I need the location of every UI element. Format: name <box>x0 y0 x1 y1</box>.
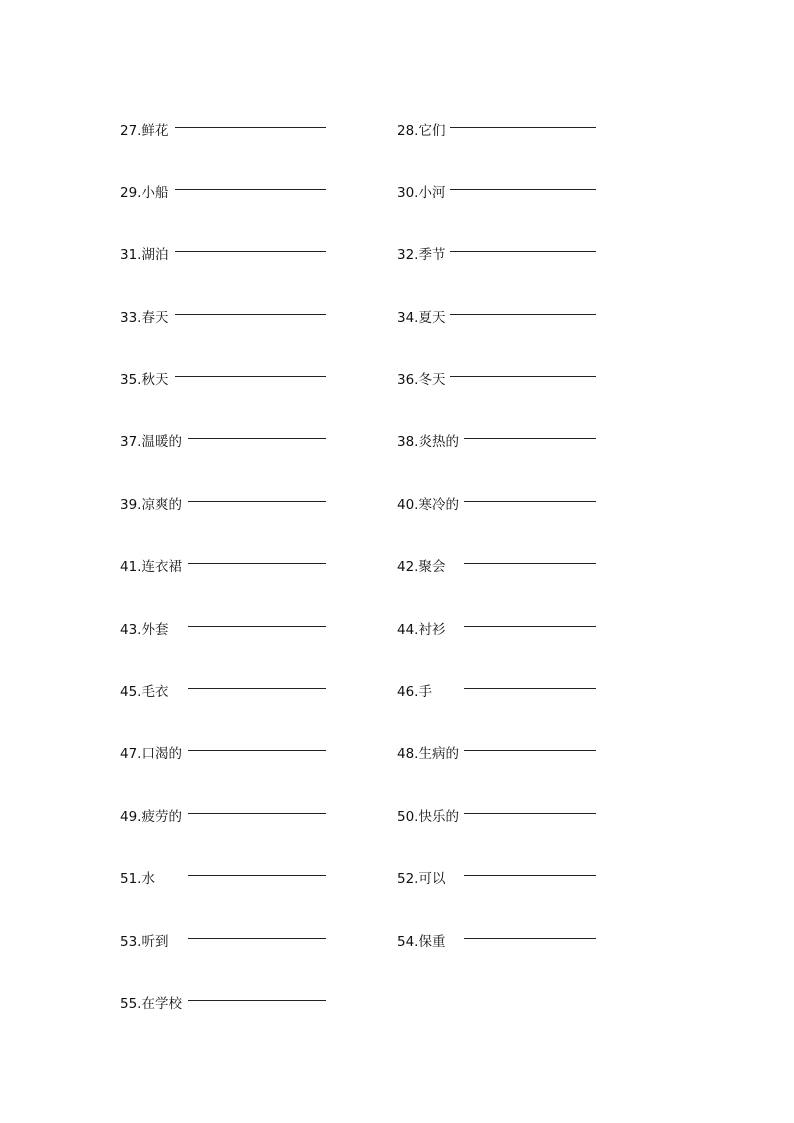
vocab-label: 30.小河 <box>397 185 446 201</box>
worksheet-row <box>0 120 794 144</box>
vocab-label: 28.它们 <box>397 123 446 139</box>
answer-blank[interactable] <box>188 688 326 689</box>
worksheet-row <box>0 369 794 393</box>
worksheet-row <box>0 307 794 331</box>
answer-blank[interactable] <box>464 813 596 814</box>
worksheet-row <box>0 806 794 830</box>
worksheet-row <box>0 244 794 268</box>
answer-blank[interactable] <box>450 251 596 252</box>
vocab-label: 46.手 <box>397 684 432 700</box>
answer-blank[interactable] <box>188 938 326 939</box>
vocab-label: 41.连衣裙 <box>120 559 182 575</box>
vocab-label: 45.毛衣 <box>120 684 169 700</box>
answer-blank[interactable] <box>464 938 596 939</box>
vocab-label: 54.保重 <box>397 934 446 950</box>
worksheet-row <box>0 494 794 518</box>
worksheet-row <box>0 619 794 643</box>
worksheet-row <box>0 431 794 455</box>
vocab-label: 43.外套 <box>120 622 169 638</box>
answer-blank[interactable] <box>464 501 596 502</box>
answer-blank[interactable] <box>464 626 596 627</box>
vocab-label: 36.冬天 <box>397 372 446 388</box>
answer-blank[interactable] <box>188 501 326 502</box>
answer-blank[interactable] <box>450 314 596 315</box>
answer-blank[interactable] <box>188 626 326 627</box>
vocab-label: 53.听到 <box>120 934 169 950</box>
answer-blank[interactable] <box>464 688 596 689</box>
vocab-label: 50.快乐的 <box>397 809 459 825</box>
answer-blank[interactable] <box>188 438 326 439</box>
vocab-label: 37.温暖的 <box>120 434 182 450</box>
answer-blank[interactable] <box>188 563 326 564</box>
answer-blank[interactable] <box>464 750 596 751</box>
vocab-label: 47.口渴的 <box>120 746 182 762</box>
vocab-label: 34.夏天 <box>397 310 446 326</box>
answer-blank[interactable] <box>450 189 596 190</box>
answer-blank[interactable] <box>175 251 326 252</box>
worksheet-row <box>0 743 794 767</box>
answer-blank[interactable] <box>464 438 596 439</box>
vocab-label: 40.寒冷的 <box>397 497 459 513</box>
vocab-label: 33.春天 <box>120 310 169 326</box>
answer-blank[interactable] <box>188 1000 326 1001</box>
vocab-label: 44.衬衫 <box>397 622 446 638</box>
vocab-label: 29.小船 <box>120 185 169 201</box>
vocab-label: 48.生病的 <box>397 746 459 762</box>
vocab-label: 35.秋天 <box>120 372 169 388</box>
vocab-label: 51.水 <box>120 871 155 887</box>
answer-blank[interactable] <box>450 376 596 377</box>
vocab-label: 38.炎热的 <box>397 434 459 450</box>
answer-blank[interactable] <box>464 563 596 564</box>
vocab-label: 27.鲜花 <box>120 123 169 139</box>
answer-blank[interactable] <box>188 750 326 751</box>
vocab-label: 31.湖泊 <box>120 247 169 263</box>
answer-blank[interactable] <box>175 314 326 315</box>
vocab-label: 52.可以 <box>397 871 446 887</box>
vocab-label: 49.疲劳的 <box>120 809 182 825</box>
answer-blank[interactable] <box>188 875 326 876</box>
vocab-label: 55.在学校 <box>120 996 182 1012</box>
answer-blank[interactable] <box>175 189 326 190</box>
answer-blank[interactable] <box>175 376 326 377</box>
answer-blank[interactable] <box>188 813 326 814</box>
vocab-label: 42.聚会 <box>397 559 446 575</box>
worksheet-row <box>0 868 794 892</box>
worksheet-row <box>0 556 794 580</box>
answer-blank[interactable] <box>464 875 596 876</box>
worksheet-row <box>0 182 794 206</box>
answer-blank[interactable] <box>450 127 596 128</box>
worksheet-row <box>0 681 794 705</box>
vocab-label: 32.季节 <box>397 247 446 263</box>
worksheet-row <box>0 993 794 1017</box>
worksheet-row <box>0 931 794 955</box>
vocab-label: 39.凉爽的 <box>120 497 182 513</box>
answer-blank[interactable] <box>175 127 326 128</box>
